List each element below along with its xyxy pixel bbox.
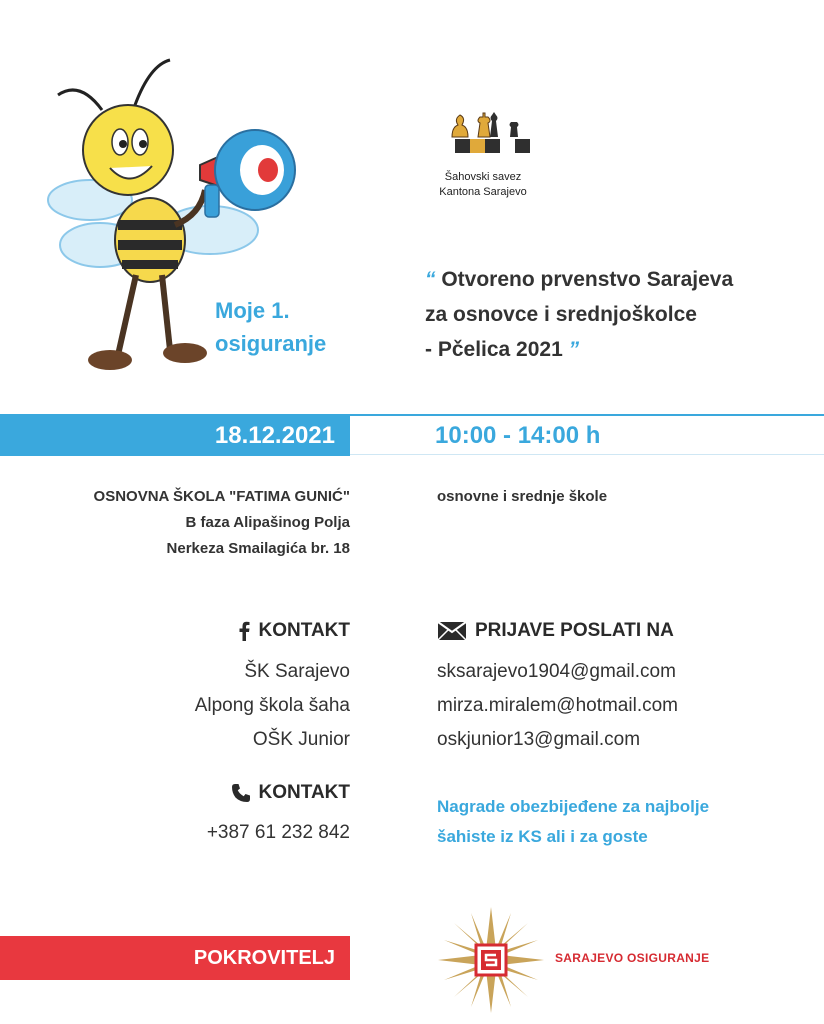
venue-line2: B faza Alipašinog Polja (185, 514, 350, 531)
title-open-quote: “ (425, 268, 436, 291)
title-line3: - Pčelica 2021 (425, 338, 563, 361)
sponsor-label: POKROVITELJ (193, 947, 335, 969)
prizes-note (437, 792, 817, 852)
mascot-caption (215, 294, 355, 360)
title-line2: za osnovce i srednjoškolce (425, 303, 697, 326)
venue-line3: Nerkeza Smailagića br. 18 (166, 540, 350, 557)
event-date: 18.12.2021 (214, 422, 335, 449)
registration-email-list (437, 655, 817, 757)
contact-item: ŠK Sarajevo (244, 661, 350, 682)
federation-name-line2: Kantona Sarajevo (439, 186, 527, 198)
registration-heading-label: PRIJAVE POSLATI NA (475, 620, 674, 641)
contact-list (60, 655, 350, 757)
prizes-line2: šahiste iz KS ali i za goste (437, 827, 648, 846)
phone-contact-heading (120, 782, 350, 804)
venue-line1: OSNOVNA ŠKOLA "FATIMA GUNIĆ" (93, 488, 350, 505)
contact-heading-label: KONTAKT (258, 620, 350, 641)
event-time: 10:00 - 14:00 h (435, 422, 601, 449)
email-link[interactable]: sksarajevo1904@gmail.com (437, 661, 676, 682)
registration-heading (437, 620, 797, 642)
mascot-caption-line1: Moje 1. (215, 298, 290, 323)
event-title (425, 262, 805, 367)
facebook-icon (237, 621, 251, 641)
federation-name (418, 170, 548, 200)
title-line1: Otvoreno prvenstvo Sarajeva (441, 268, 734, 291)
email-link[interactable]: mirza.miralem@hotmail.com (437, 695, 678, 716)
phone-number[interactable]: +387 61 232 842 (206, 822, 350, 843)
contact-heading (120, 620, 350, 642)
contact-item: Alpong škola šaha (194, 695, 350, 716)
sarajevo-osiguranje-logo (436, 905, 546, 1015)
title-close-quote: ” (568, 338, 580, 361)
envelope-icon (437, 621, 467, 641)
email-link[interactable]: oskjunior13@gmail.com (437, 729, 641, 750)
mascot-caption-line2: osiguranje (215, 331, 327, 356)
federation-name-line1: Šahovski savez (444, 171, 522, 183)
contact-item: OŠK Junior (252, 729, 350, 750)
phone-icon (231, 783, 251, 803)
sponsor-name: SARAJEVO OSIGURANJE (555, 951, 710, 965)
participants-text: osnovne i srednje škole (437, 488, 608, 505)
prizes-line1: Nagrade obezbijeđene za najbolje (437, 797, 710, 816)
venue-address (30, 484, 350, 562)
phone-contact-heading-label: KONTAKT (258, 782, 350, 803)
